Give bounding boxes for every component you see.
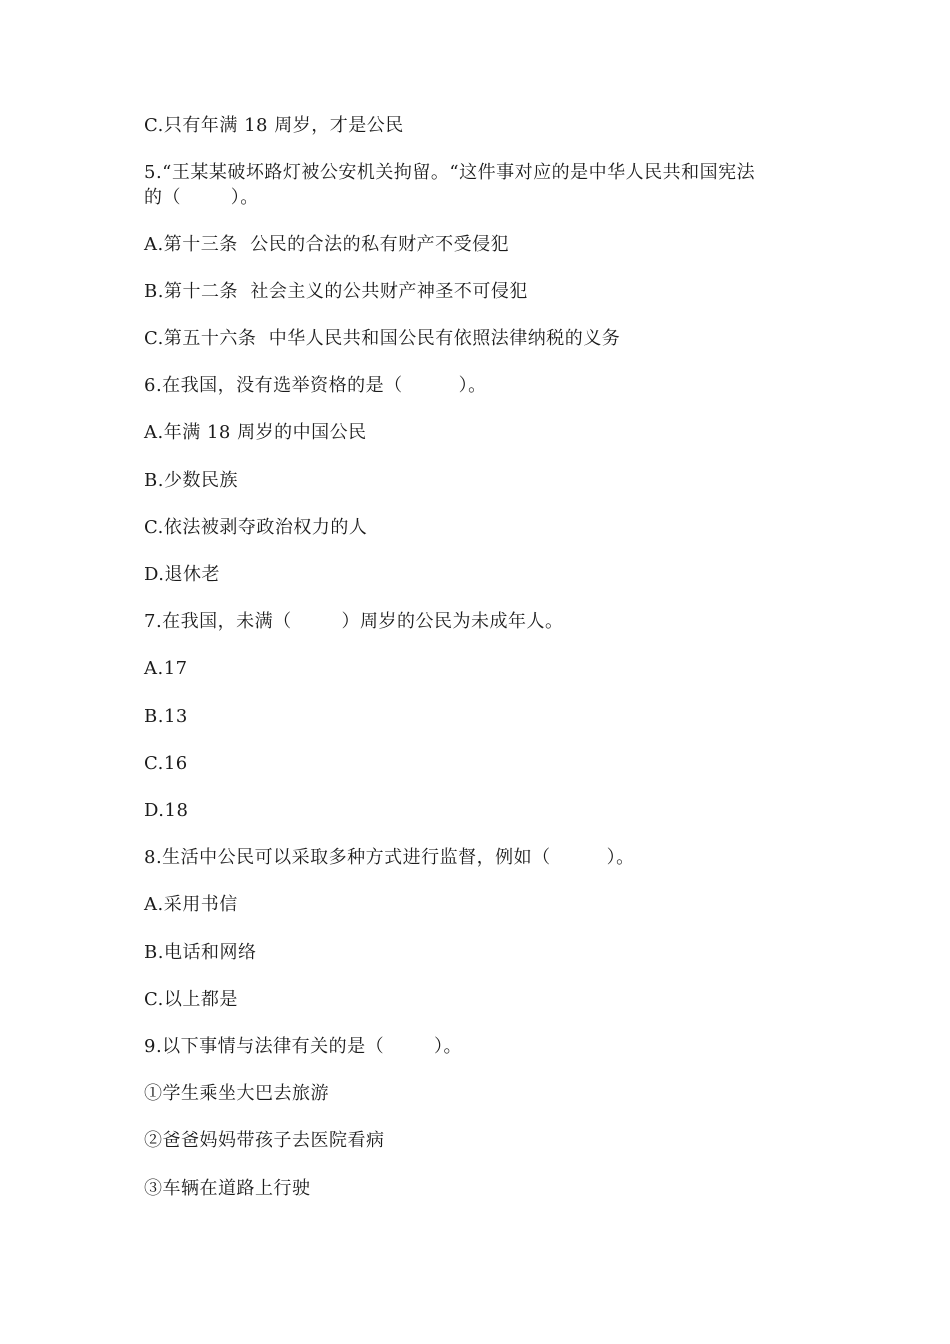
q9-item-2: ②爸爸妈妈带孩子去医院看病 [144, 1130, 385, 1151]
q7-option-c: C.16 [144, 753, 188, 774]
q5-option-a: A.第十三条 公民的合法的私有财产不受侵犯 [144, 234, 510, 255]
q7-option-b: B.13 [144, 706, 188, 727]
q5-option-b: B.第十二条 社会主义的公共财产神圣不可侵犯 [144, 281, 528, 302]
q5-stem-line-2: 的（ ）。 [144, 187, 259, 208]
q7-option-d: D.18 [144, 800, 189, 821]
q7-stem: 7.在我国，未满（ ）周岁的公民为未成年人。 [144, 611, 564, 632]
q9-stem: 9.以下事情与法律有关的是（ ）。 [144, 1036, 462, 1057]
q9-item-1: ①学生乘坐大巴去旅游 [144, 1083, 329, 1104]
q6-option-d: D.退休老 [144, 564, 221, 585]
q6-option-b: B.少数民族 [144, 470, 238, 491]
q6-stem: 6.在我国，没有选举资格的是（ ）。 [144, 375, 487, 396]
q9-item-3: ③车辆在道路上行驶 [144, 1178, 311, 1199]
q8-option-c: C.以上都是 [144, 989, 238, 1010]
q8-stem: 8.生活中公民可以采取多种方式进行监督，例如（ ）。 [144, 847, 635, 868]
q6-option-c: C.依法被剥夺政治权力的人 [144, 517, 368, 538]
q8-option-b: B.电话和网络 [144, 942, 257, 963]
q7-option-a: A.17 [144, 658, 188, 679]
q4-option-c: C.只有年满 18 周岁，才是公民 [144, 115, 404, 136]
q6-option-a: A.年满 18 周岁的中国公民 [144, 422, 367, 443]
q5-stem-line-1: 5.“王某某破坏路灯被公安机关拘留。“这件事对应的是中华人民共和国宪法 [144, 162, 756, 183]
q8-option-a: A.采用书信 [144, 894, 238, 915]
q5-option-c: C.第五十六条 中华人民共和国公民有依照法律纳税的义务 [144, 328, 621, 349]
